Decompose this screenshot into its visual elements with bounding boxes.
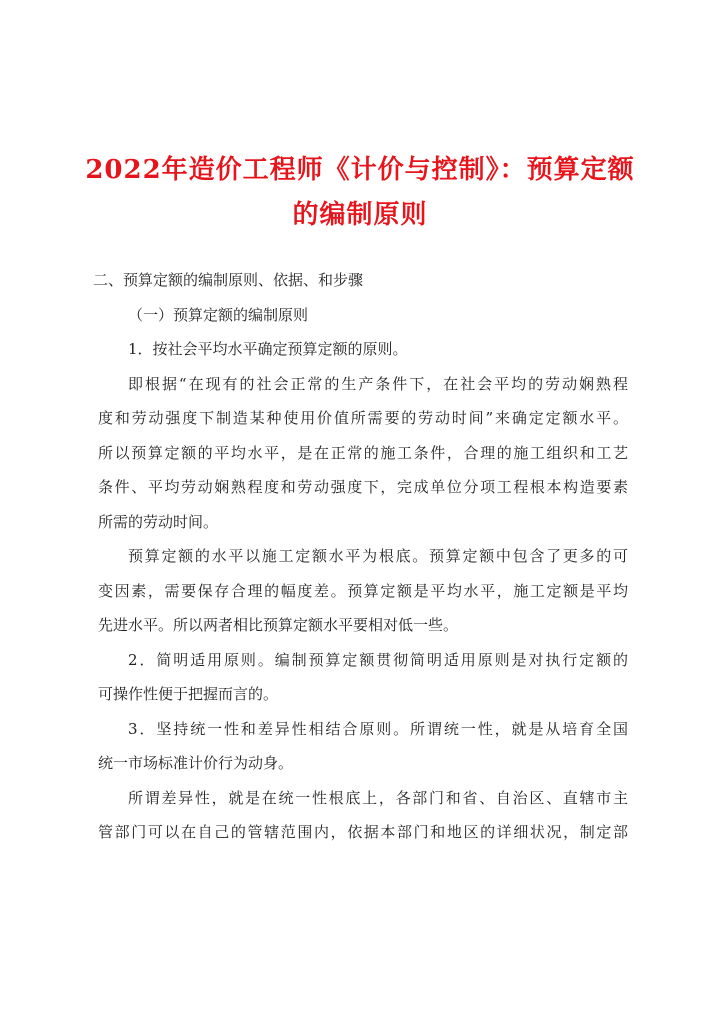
paragraph-line: 先进水平。所以两者相比预算定额水平要相对低一些。 xyxy=(98,616,459,634)
principle-2-line: 可操作性便于把握而言的。 xyxy=(98,685,279,703)
document-title-line-2: 的编制原则 xyxy=(292,200,428,230)
paragraph-line: 管部门可以在自己的管辖范围内，依据本部门和地区的详细状况，制定部 xyxy=(98,823,628,841)
subsection-heading: （一）预算定额的编制原则 xyxy=(128,305,309,324)
principle-2-line: 2．简明适用原则。编制预算定额贯彻简明适用原则是对执行定额的 xyxy=(128,650,628,669)
paragraph-line: 度和劳动强度下制造某种使用价值所需要的劳动时间”来确定定额水平。 xyxy=(98,409,628,427)
paragraph-line: 所谓差异性，就是在统一性根底上，各部门和省、自治区、直辖市主 xyxy=(128,788,628,807)
section-heading: 二、预算定额的编制原则、依据、和步骤 xyxy=(93,271,364,289)
principle-1-heading: 1．按社会平均水平确定预算定额的原则。 xyxy=(128,340,408,358)
paragraph-line: 所以预算定额的平均水平，是在正常的施工条件，合理的施工组织和工艺 xyxy=(98,443,628,462)
document-body xyxy=(93,263,628,850)
paragraph-line: 所需的劳动时间。 xyxy=(98,512,219,531)
paragraph-line: 变因素，需要保存合理的幅度差。预算定额是平均水平，施工定额是平均 xyxy=(98,581,628,600)
principle-3-line: 3．坚持统一性和差异性相结合原则。所谓统一性，就是从培育全国 xyxy=(128,719,628,738)
document-title-line-1: 2022年造价工程师《计价与控制》：预算定额 xyxy=(85,155,635,185)
paragraph-line: 条件、平均劳动娴熟程度和劳动强度下，完成单位分项工程根本构造要素 xyxy=(98,478,628,496)
paragraph-line: 即根据“在现有的社会正常的生产条件下，在社会平均的劳动娴熟程 xyxy=(128,374,628,393)
paragraph-line: 预算定额的水平以施工定额水平为根底。预算定额中包含了更多的可 xyxy=(128,547,628,565)
principle-3-line: 统一市场标准计价行为动身。 xyxy=(98,754,294,772)
